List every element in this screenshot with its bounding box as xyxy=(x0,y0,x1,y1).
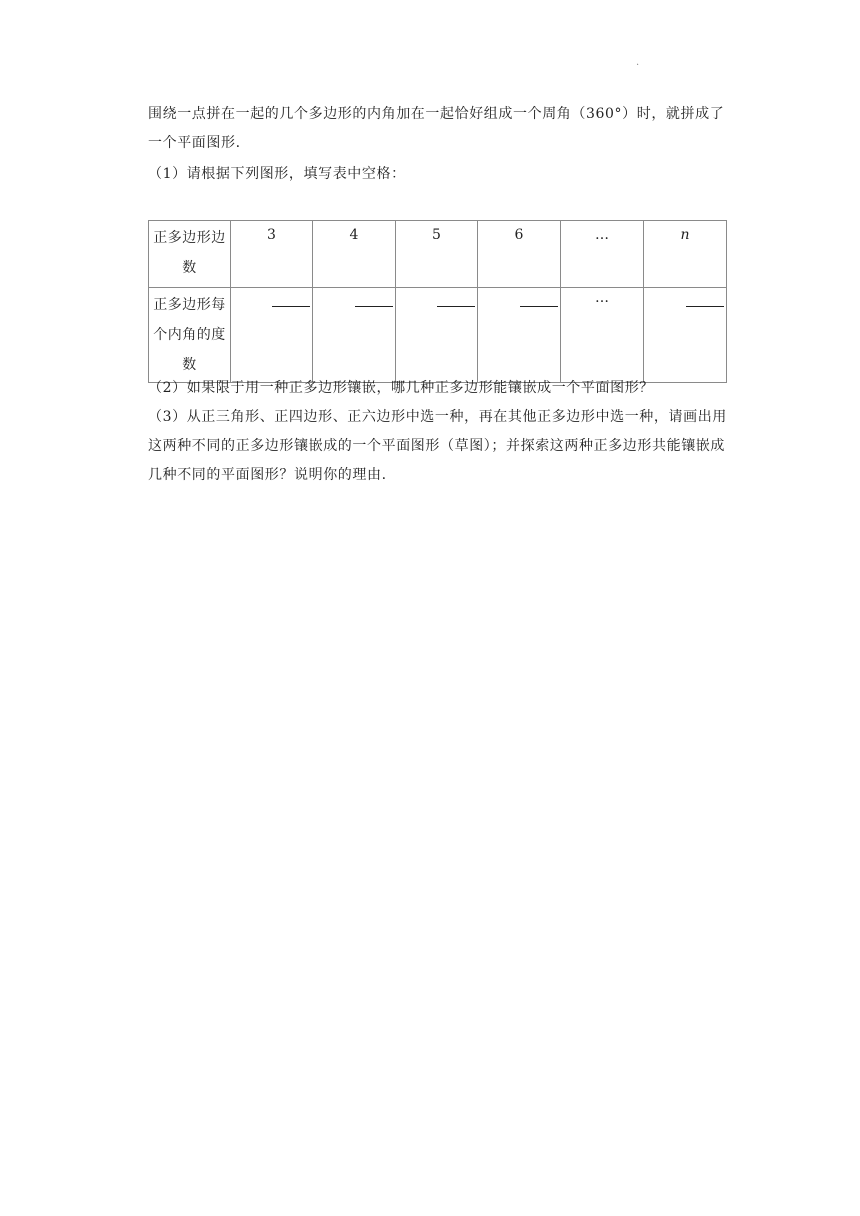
table-cell: … xyxy=(561,221,644,288)
answer-blank xyxy=(355,306,393,307)
page-mark: . xyxy=(636,57,640,68)
answer-blank xyxy=(686,306,724,307)
table-cell: 3 xyxy=(231,221,313,288)
answer-blank-cell[interactable] xyxy=(644,288,727,383)
answer-blank-cell[interactable] xyxy=(313,288,396,383)
polygon-table xyxy=(148,220,727,383)
answer-blank-cell[interactable] xyxy=(478,288,561,383)
table-row xyxy=(149,288,727,383)
table-cell: 6 xyxy=(478,221,561,288)
answer-blank xyxy=(272,306,310,307)
table-cell: n xyxy=(644,221,727,288)
question-3: （3）从正三角形、正四边形、正六边形中选一种，再在其他正多边形中选一种，请画出用这两种不同的正多边形镶嵌成的一个平面图形（草图）；并探索这两种正多边形共能镶嵌成几种不同的平面图形？说明你的理由. xyxy=(148,409,727,483)
table-cell: 4 xyxy=(313,221,396,288)
answer-blank xyxy=(437,306,475,307)
table-cell: … xyxy=(561,288,644,383)
table-cell: 5 xyxy=(396,221,478,288)
row-header-sides: 正多边形边数 xyxy=(149,221,231,288)
answer-blank-cell[interactable] xyxy=(396,288,478,383)
question-1: （1）请根据下列图形，填写表中空格： xyxy=(148,166,406,182)
row-header-angle: 正多边形每个内角的度数 xyxy=(149,288,231,383)
answer-blank xyxy=(520,306,558,307)
intro-paragraph: 围绕一点拼在一起的几个多边形的内角加在一起恰好组成一个周角（360°）时，就拼成了一个平面图形. xyxy=(148,106,725,151)
question-2: （2）如果限于用一种正多边形镶嵌，哪几种正多边形能镶嵌成一个平面图形？ xyxy=(148,380,654,396)
answer-blank-cell[interactable] xyxy=(231,288,313,383)
table-row xyxy=(149,221,727,288)
